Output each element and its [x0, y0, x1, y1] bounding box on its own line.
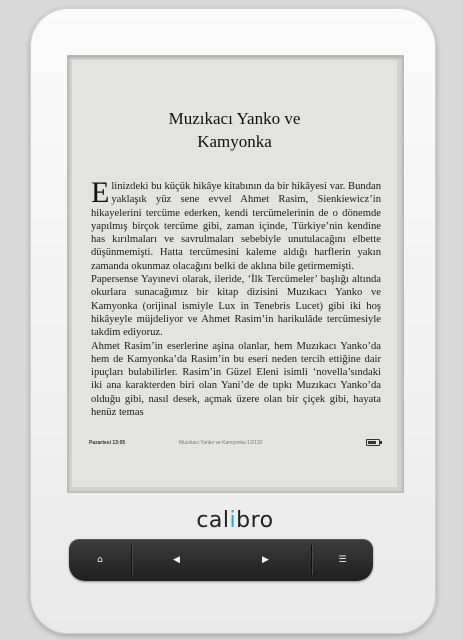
paragraph-3: Ahmet Rasim’in eserlerine aşina olanlar, hem Muzıkacı Yanko’da hem de Kamyonka’da Rasim’in bu eseri neden tercih ettiğine dair ipuçları bulabilirler. Rasim’in Güzel Eleni isimli ‘novella’sındaki iki ana karakterden biri olan Yani’de de tıpkı Muzıkacı Yanko’da olduğu gibi, nasıl desek, açmak üzere olan bir çiçek gibi, hayata henüz temas [91, 340, 381, 419]
paragraph-2: Papersense Yayınevi olarak, ileride, ‘İlk Tercümeler’ başlığı altında okurlara sunacağımız bir kitap dizisini Muzıkacı Yanko ve Kamyonka (orijinal ismiyle Lux in Tenebris Lucet) gibi iki hoş hikâyeyle müjdeliyor ve Ahmet Rasim’in harikulâde tercümesiyle takdim ediyoruz. [91, 274, 381, 339]
paragraph-1 [91, 176, 381, 273]
drop-cap: E [91, 176, 110, 209]
home-button[interactable] [69, 539, 131, 581]
paragraph-1-text: linizdeki bu küçük hikâye kitabının da bir hikâyesi var. Bundan yaklaşık yüz sene evvel Ahmet Rasim, Sienkiewicz’in hikayelerini tercüme ederken, kendi tercümelerinin de o dönemde yapılmış birçok tercüme gibi, zaman içinde, Türkiye’nin kendine has kırılmaları ve savrulmaları sebebiyle unutulacağını elbette düşünmemişti. Hatta tercümesini kaleme aldığı harflerin yakın zamanda okunmaz olacağını belki de aklına bile getirmemişti. [91, 181, 381, 272]
eink-screen[interactable] [72, 60, 397, 487]
prev-page-button[interactable] [132, 539, 221, 581]
battery-icon [366, 439, 380, 446]
next-page-button[interactable] [221, 539, 310, 581]
book-title-line1: Muzıkacı Yanko ve [168, 109, 301, 128]
menu-icon: ☰ [338, 555, 347, 565]
hardware-button-bar [69, 539, 373, 581]
arrow-right-icon: ▶ [262, 555, 269, 565]
logo-part-1: cal [196, 508, 230, 533]
brand-logo [185, 508, 285, 533]
status-time: Pazartesi 13:05 [89, 440, 126, 446]
home-icon: ⌂ [97, 555, 103, 565]
book-text [91, 176, 381, 419]
logo-accent: i [229, 508, 237, 533]
logo-part-2: bro [236, 508, 274, 533]
book-title-line2: Kamyonka [197, 132, 272, 151]
arrow-left-icon: ◀ [173, 555, 180, 565]
book-title [72, 107, 397, 153]
status-bar [89, 437, 384, 449]
menu-button[interactable] [312, 539, 373, 581]
status-book-info: Muzıkacı Yanko ve Kamyonka 13/132 [179, 440, 263, 446]
